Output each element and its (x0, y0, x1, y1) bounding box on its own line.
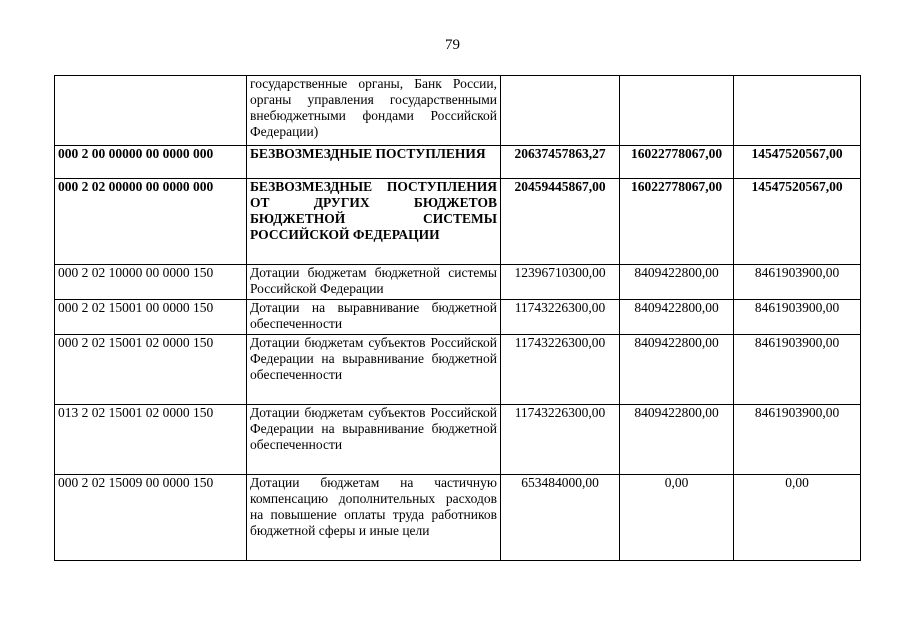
table-row (55, 300, 861, 335)
revenue-name-cell: БЕЗВОЗМЕЗДНЫЕ ПОСТУПЛЕНИЯ (247, 146, 501, 179)
budget-table (54, 75, 861, 561)
revenue-name-cell: государственные органы, Банк России, органы управления государственными внебюджетными фондами Российской Федерации) (247, 76, 501, 146)
table-row (55, 335, 861, 405)
budget-code-cell: 013 2 02 15001 02 0000 150 (55, 405, 247, 475)
amount-cell-3: 8461903900,00 (734, 335, 861, 405)
table-row (55, 475, 861, 561)
revenue-name-cell: БЕЗВОЗМЕЗДНЫЕ ПОСТУПЛЕНИЯ ОТ ДРУГИХ БЮДЖЕТОВ БЮДЖЕТНОЙ СИСТЕМЫ РОССИЙСКОЙ ФЕДЕРАЦИИ (247, 179, 501, 265)
amount-cell-3: 8461903900,00 (734, 265, 861, 300)
amount-cell-1: 11743226300,00 (501, 300, 620, 335)
table-row (55, 146, 861, 179)
amount-cell-3: 8461903900,00 (734, 405, 861, 475)
budget-code-cell: 000 2 02 15009 00 0000 150 (55, 475, 247, 561)
table-row (55, 76, 861, 146)
amount-cell-2: 8409422800,00 (620, 265, 734, 300)
amount-cell-1: 12396710300,00 (501, 265, 620, 300)
amount-cell-1 (501, 76, 620, 146)
amount-cell-1: 653484000,00 (501, 475, 620, 561)
amount-cell-2: 8409422800,00 (620, 405, 734, 475)
amount-cell-3: 14547520567,00 (734, 179, 861, 265)
amount-cell-3: 8461903900,00 (734, 300, 861, 335)
budget-code-cell: 000 2 00 00000 00 0000 000 (55, 146, 247, 179)
amount-cell-2: 0,00 (620, 475, 734, 561)
amount-cell-2: 8409422800,00 (620, 300, 734, 335)
amount-cell-3: 14547520567,00 (734, 146, 861, 179)
table-row (55, 179, 861, 265)
budget-code-cell: 000 2 02 15001 02 0000 150 (55, 335, 247, 405)
table-row (55, 265, 861, 300)
revenue-name-cell: Дотации бюджетам субъектов Российской Федерации на выравнивание бюджетной обеспеченности (247, 405, 501, 475)
amount-cell-3 (734, 76, 861, 146)
amount-cell-1: 11743226300,00 (501, 405, 620, 475)
budget-code-cell: 000 2 02 15001 00 0000 150 (55, 300, 247, 335)
page-number: 79 (445, 37, 460, 53)
table-row (55, 405, 861, 475)
revenue-name-cell: Дотации на выравнивание бюджетной обеспеченности (247, 300, 501, 335)
amount-cell-1: 11743226300,00 (501, 335, 620, 405)
amount-cell-2: 8409422800,00 (620, 335, 734, 405)
amount-cell-2: 16022778067,00 (620, 179, 734, 265)
amount-cell-3: 0,00 (734, 475, 861, 561)
revenue-name-cell: Дотации бюджетам бюджетной системы Российской Федерации (247, 265, 501, 300)
budget-code-cell: 000 2 02 00000 00 0000 000 (55, 179, 247, 265)
amount-cell-2 (620, 76, 734, 146)
amount-cell-2: 16022778067,00 (620, 146, 734, 179)
amount-cell-1: 20637457863,27 (501, 146, 620, 179)
budget-code-cell (55, 76, 247, 146)
revenue-name-cell: Дотации бюджетам субъектов Российской Федерации на выравнивание бюджетной обеспеченности (247, 335, 501, 405)
revenue-name-cell: Дотации бюджетам на частичную компенсацию дополнительных расходов на повышение оплаты труда работников бюджетной сферы и иные цели (247, 475, 501, 561)
budget-code-cell: 000 2 02 10000 00 0000 150 (55, 265, 247, 300)
amount-cell-1: 20459445867,00 (501, 179, 620, 265)
